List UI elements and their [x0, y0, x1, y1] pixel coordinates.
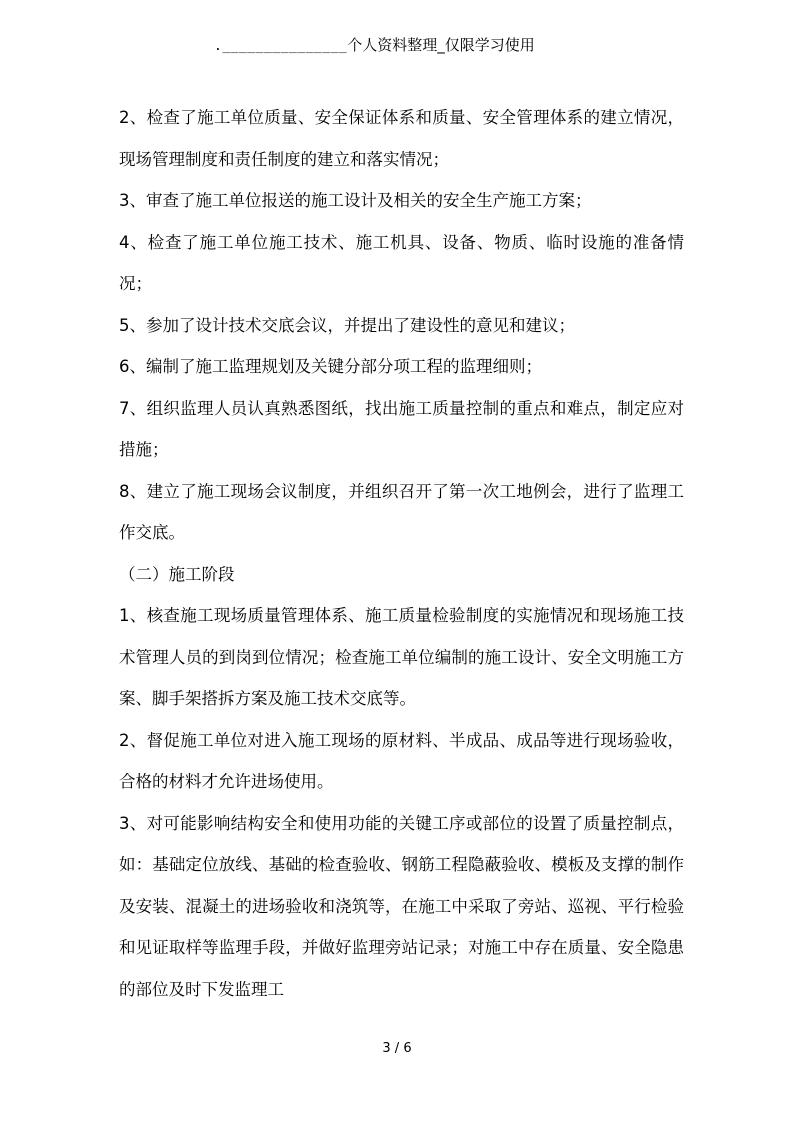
section-heading-construction-stage: （二）施工阶段 — [119, 564, 235, 584]
paragraph-item-4: 4、检查了施工单位施工技术、施工机具、设备、物质、临时设施的准备情况； — [119, 232, 684, 293]
paragraph-item-5: 5、参加了设计技术交底会议，并提出了建设性的意见和建议； — [119, 315, 575, 335]
paragraph-stage-item-1: 1、核查施工现场质量管理体系、施工质量检验制度的实施情况和现场施工技术管理人员的到岗到位情况；检查施工单位编制的施工设计、安全文明施工方案、脚手架搭拆方案及施工技术交底等。 — [119, 606, 684, 708]
header-rule: ._______________ — [214, 39, 348, 54]
document-body — [119, 97, 684, 1010]
paragraph-item-7: 7、组织监理人员认真熟悉图纸，找出施工质量控制的重点和难点，制定应对措施； — [119, 398, 684, 459]
header-title: 个人资料整理_仅限学习使用 — [347, 36, 535, 54]
page-footer — [0, 1040, 794, 1058]
paragraph-item-3: 3、审查了施工单位报送的施工设计及相关的安全生产施工方案； — [119, 191, 592, 210]
paragraph-item-8: 8、建立了施工现场会议制度，并组织召开了第一次工地例会，进行了监理工作交底。 — [119, 481, 684, 542]
page-number: 3 / 6 — [382, 1041, 412, 1056]
paragraph-item-2: 2、检查了施工单位质量、安全保证体系和质量、安全管理体系的建立情况，现场管理制度和责任制度的建立和落实情况； — [119, 108, 684, 169]
paragraph-item-6: 6、编制了施工监理规划及关键分部分项工程的监理细则； — [119, 357, 542, 376]
page-header — [214, 35, 535, 57]
paragraph-stage-item-2: 2、督促施工单位对进入施工现场的原材料、半成品、成品等进行现场验收，合格的材料才允许进场使用。 — [119, 730, 684, 791]
paragraph-stage-item-3: 3、对可能影响结构安全和使用功能的关键工序或部位的设置了质量控制点，如：基础定位放线、基础的检查验收、钢筋工程隐蔽验收、模板及支撑的制作及安装、混凝土的进场验收和浇筑等，在施工中采取了旁站、巡视、平行检验和见证取样等监理手段，并做好监理旁站记录；对施工中存在质量、安全隐患的部位及时下发监理工 — [119, 813, 684, 999]
